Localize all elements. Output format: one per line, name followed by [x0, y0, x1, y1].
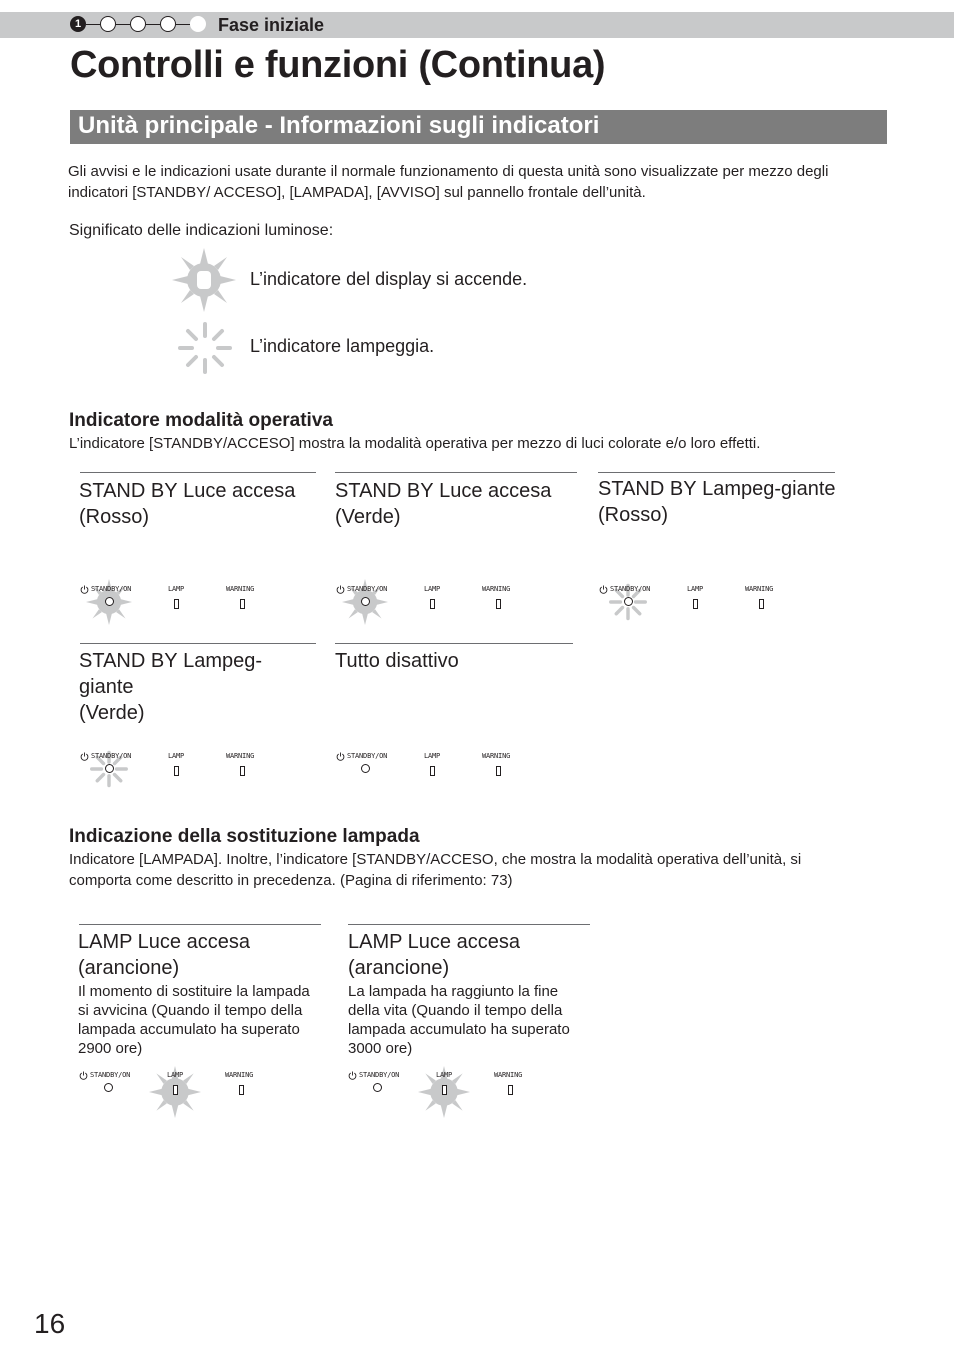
standby-label: STANDBY/ON	[347, 752, 388, 760]
standby-label: STANDBY/ON	[91, 585, 132, 593]
standby-led	[104, 1083, 113, 1092]
indicator-panel	[80, 584, 280, 614]
lamp-label: LAMP	[167, 1071, 184, 1079]
lamp-led	[174, 599, 179, 609]
lamp-card-title: LAMP Luce accesa (arancione)	[348, 931, 520, 979]
warning-label: WARNING	[225, 1071, 254, 1079]
mode-card-title: Tutto disattivo	[335, 650, 459, 672]
standby-led	[361, 764, 370, 773]
step-4	[160, 16, 176, 32]
warning-led	[239, 1085, 244, 1095]
standby-label: STANDBY/ON	[610, 585, 651, 593]
legend-blink-text: L’indicatore lampeggia.	[250, 336, 435, 356]
lamp-led	[430, 766, 435, 776]
warning-led	[240, 599, 245, 609]
step-5	[190, 16, 206, 32]
indicator-panel	[599, 584, 799, 614]
lamp-label: LAMP	[424, 585, 441, 593]
warning-label: WARNING	[226, 585, 255, 593]
lamp-card-note: La lampada ha raggiunto la fine della vita (Quando il tempo della lampada accumulato ha superato 3000 ore)	[348, 983, 570, 1057]
lamp-label: LAMP	[687, 585, 704, 593]
step-1: 1	[70, 16, 86, 32]
standby-led	[105, 597, 114, 606]
standby-label: STANDBY/ON	[91, 752, 132, 760]
lamp-led	[693, 599, 698, 609]
intro-text: Gli avvisi e le indicazioni usate durante il normale funzionamento di questa unità sono visualizzate per mezzo degli indicatori [STANDBY/ ACCESO], [LAMPADA], [AVVISO] sul pannello frontale dell’unità.	[68, 163, 829, 201]
section-banner	[70, 110, 887, 144]
step-2	[100, 16, 116, 32]
page-number: 16	[34, 1308, 66, 1339]
operating-mode-heading: Indicatore modalità operativa	[69, 410, 333, 431]
lamp-replacement-description: Indicatore [LAMPADA]. Inoltre, l’indicatore [STANDBY/ACCESO, che mostra la modalità operativa dell’unità, si comporta come descritto in precedenza. (Pagina di riferimento: 73)	[69, 851, 802, 889]
warning-label: WARNING	[494, 1071, 523, 1079]
page-title: Controlli e funzioni (Continua)	[70, 44, 606, 86]
blink-indicator-icon	[176, 320, 234, 376]
power-icon	[80, 752, 89, 761]
step-3	[130, 16, 146, 32]
lamp-card-title: LAMP Luce accesa (arancione)	[78, 931, 250, 979]
standby-led	[361, 597, 370, 606]
warning-label: WARNING	[226, 752, 255, 760]
standby-led	[373, 1083, 382, 1092]
legend-lit-text: L’indicatore del display si accende.	[250, 269, 528, 289]
lamp-led	[430, 599, 435, 609]
warning-label: WARNING	[745, 585, 774, 593]
lamp-label: LAMP	[424, 752, 441, 760]
power-icon	[599, 585, 608, 594]
warning-led	[240, 766, 245, 776]
warning-led	[496, 599, 501, 609]
legend-heading: Significato delle indicazioni luminose:	[69, 222, 334, 239]
warning-label: WARNING	[482, 752, 511, 760]
warning-led	[759, 599, 764, 609]
power-icon	[336, 752, 345, 761]
indicator-panel	[80, 751, 280, 781]
lamp-led	[174, 766, 179, 776]
standby-led	[105, 764, 114, 773]
mode-card-title: STAND BY Lampeg-giante (Verde)	[79, 650, 263, 724]
lamp-led	[173, 1085, 178, 1095]
lamp-label: LAMP	[168, 752, 185, 760]
section-label: Fase iniziale	[218, 15, 325, 35]
mode-card-title: STAND BY Luce accesa (Rosso)	[79, 480, 296, 528]
operating-mode-description: L’indicatore [STANDBY/ACCESO] mostra la modalità operativa per mezzo di luci colorate e/o loro effetti.	[69, 435, 761, 452]
standby-label: STANDBY/ON	[90, 1071, 131, 1079]
warning-led	[508, 1085, 513, 1095]
lamp-label: LAMP	[436, 1071, 453, 1079]
lamp-led	[442, 1085, 447, 1095]
standby-label: STANDBY/ON	[359, 1071, 400, 1079]
indicator-panel	[79, 1070, 279, 1100]
warning-label: WARNING	[482, 585, 511, 593]
standby-led	[624, 597, 633, 606]
indicator-panel	[348, 1070, 548, 1100]
lamp-label: LAMP	[168, 585, 185, 593]
mode-card-title: STAND BY Lampeg-giante (Rosso)	[598, 478, 836, 526]
power-icon	[336, 585, 345, 594]
banner-title: Unità principale - Informazioni sugli indicatori	[78, 112, 600, 139]
indicator-panel	[336, 584, 536, 614]
lit-indicator-icon	[172, 248, 236, 312]
power-icon	[79, 1071, 88, 1080]
lamp-card-note: Il momento di sostituire la lampada si avvicina (Quando il tempo della lampada accumulato ha superato 2900 ore)	[78, 983, 310, 1057]
indicator-panel	[336, 751, 536, 781]
lamp-replacement-heading: Indicazione della sostituzione lampada	[69, 826, 420, 847]
power-icon	[348, 1071, 357, 1080]
standby-label: STANDBY/ON	[347, 585, 388, 593]
warning-led	[496, 766, 501, 776]
power-icon	[80, 585, 89, 594]
mode-card-title: STAND BY Luce accesa (Verde)	[335, 480, 552, 528]
